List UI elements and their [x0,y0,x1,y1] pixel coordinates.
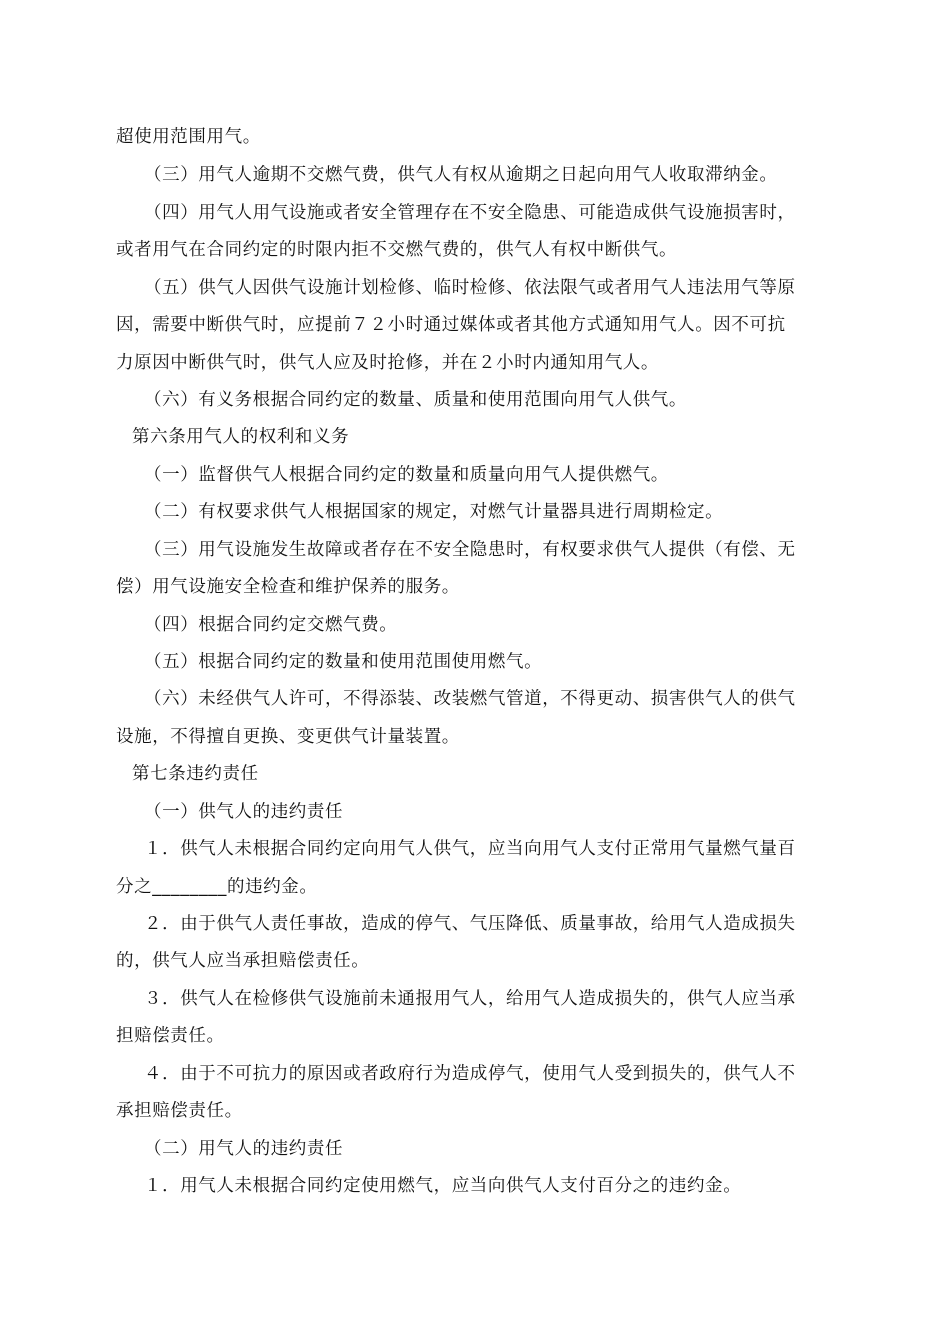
text-line: 因，需要中断供气时，应提前７２小时通过媒体或者其他方式通知用气人。因不可抗 [116,315,786,335]
text-line: （六）有义务根据合同约定的数量、质量和使用范围向用气人供气。 [144,390,687,410]
text-line: ４．由于不可抗力的原因或者政府行为造成停气，使用气人受到损失的，供气人不 [144,1064,796,1084]
text-line: （二）用气人的违约责任 [144,1139,344,1159]
text-line: （五）供气人因供气设施计划检修、临时检修、依法限气或者用气人违法用气等原 [144,278,796,298]
text-line: （四）用气人用气设施或者安全管理存在不安全隐患、可能造成供气设施损害时， [144,203,796,223]
text-line: （一）监督供气人根据合同约定的数量和质量向用气人提供燃气。 [144,465,669,485]
text-line: （三）用气设施发生故障或者存在不安全隐患时，有权要求供气人提供（有偿、无 [144,540,796,560]
text-line: （一）供气人的违约责任 [144,802,344,822]
section-heading: 第六条用气人的权利和义务 [132,427,350,447]
text-line: 超使用范围用气。 [116,127,261,147]
text-line: （二）有权要求供气人根据国家的规定，对燃气计量器具进行周期检定。 [144,502,724,522]
text-line: 或者用气在合同约定的时限内拒不交燃气费的，供气人有权中断供气。 [116,240,678,260]
text-line: ２．由于供气人责任事故，造成的停气、气压降低、质量事故，给用气人造成损失 [144,914,796,934]
text-line: （六）未经供气人许可，不得添装、改装燃气管道，不得更动、损害供气人的供气 [144,689,796,709]
text-line: 的，供气人应当承担赔偿责任。 [116,951,370,971]
text-line: 偿）用气设施安全检查和维护保养的服务。 [116,577,460,597]
text-line: １．供气人未根据合同约定向用气人供气，应当向用气人支付正常用气量燃气量百 [144,839,796,859]
text-line: （三）用气人逾期不交燃气费，供气人有权从逾期之日起向用气人收取滞纳金。 [144,165,778,185]
text-line: （五）根据合同约定的数量和使用范围使用燃气。 [144,652,543,672]
text-line: ３．供气人在检修供气设施前未通报用气人，给用气人造成损失的，供气人应当承 [144,989,796,1009]
section-heading: 第七条违约责任 [132,764,259,784]
text-line: 分之________的违约金。 [116,877,318,897]
text-line: 力原因中断供气时，供气人应及时抢修，并在２小时内通知用气人。 [116,353,659,373]
text-line: 设施，不得擅自更换、变更供气计量装置。 [116,727,460,747]
text-line: 承担赔偿责任。 [116,1101,243,1121]
text-line: １．用气人未根据合同约定使用燃气，应当向供气人支付百分之的违约金。 [144,1176,742,1196]
text-line: 担赔偿责任。 [116,1026,225,1046]
text-line: （四）根据合同约定交燃气费。 [144,615,398,635]
